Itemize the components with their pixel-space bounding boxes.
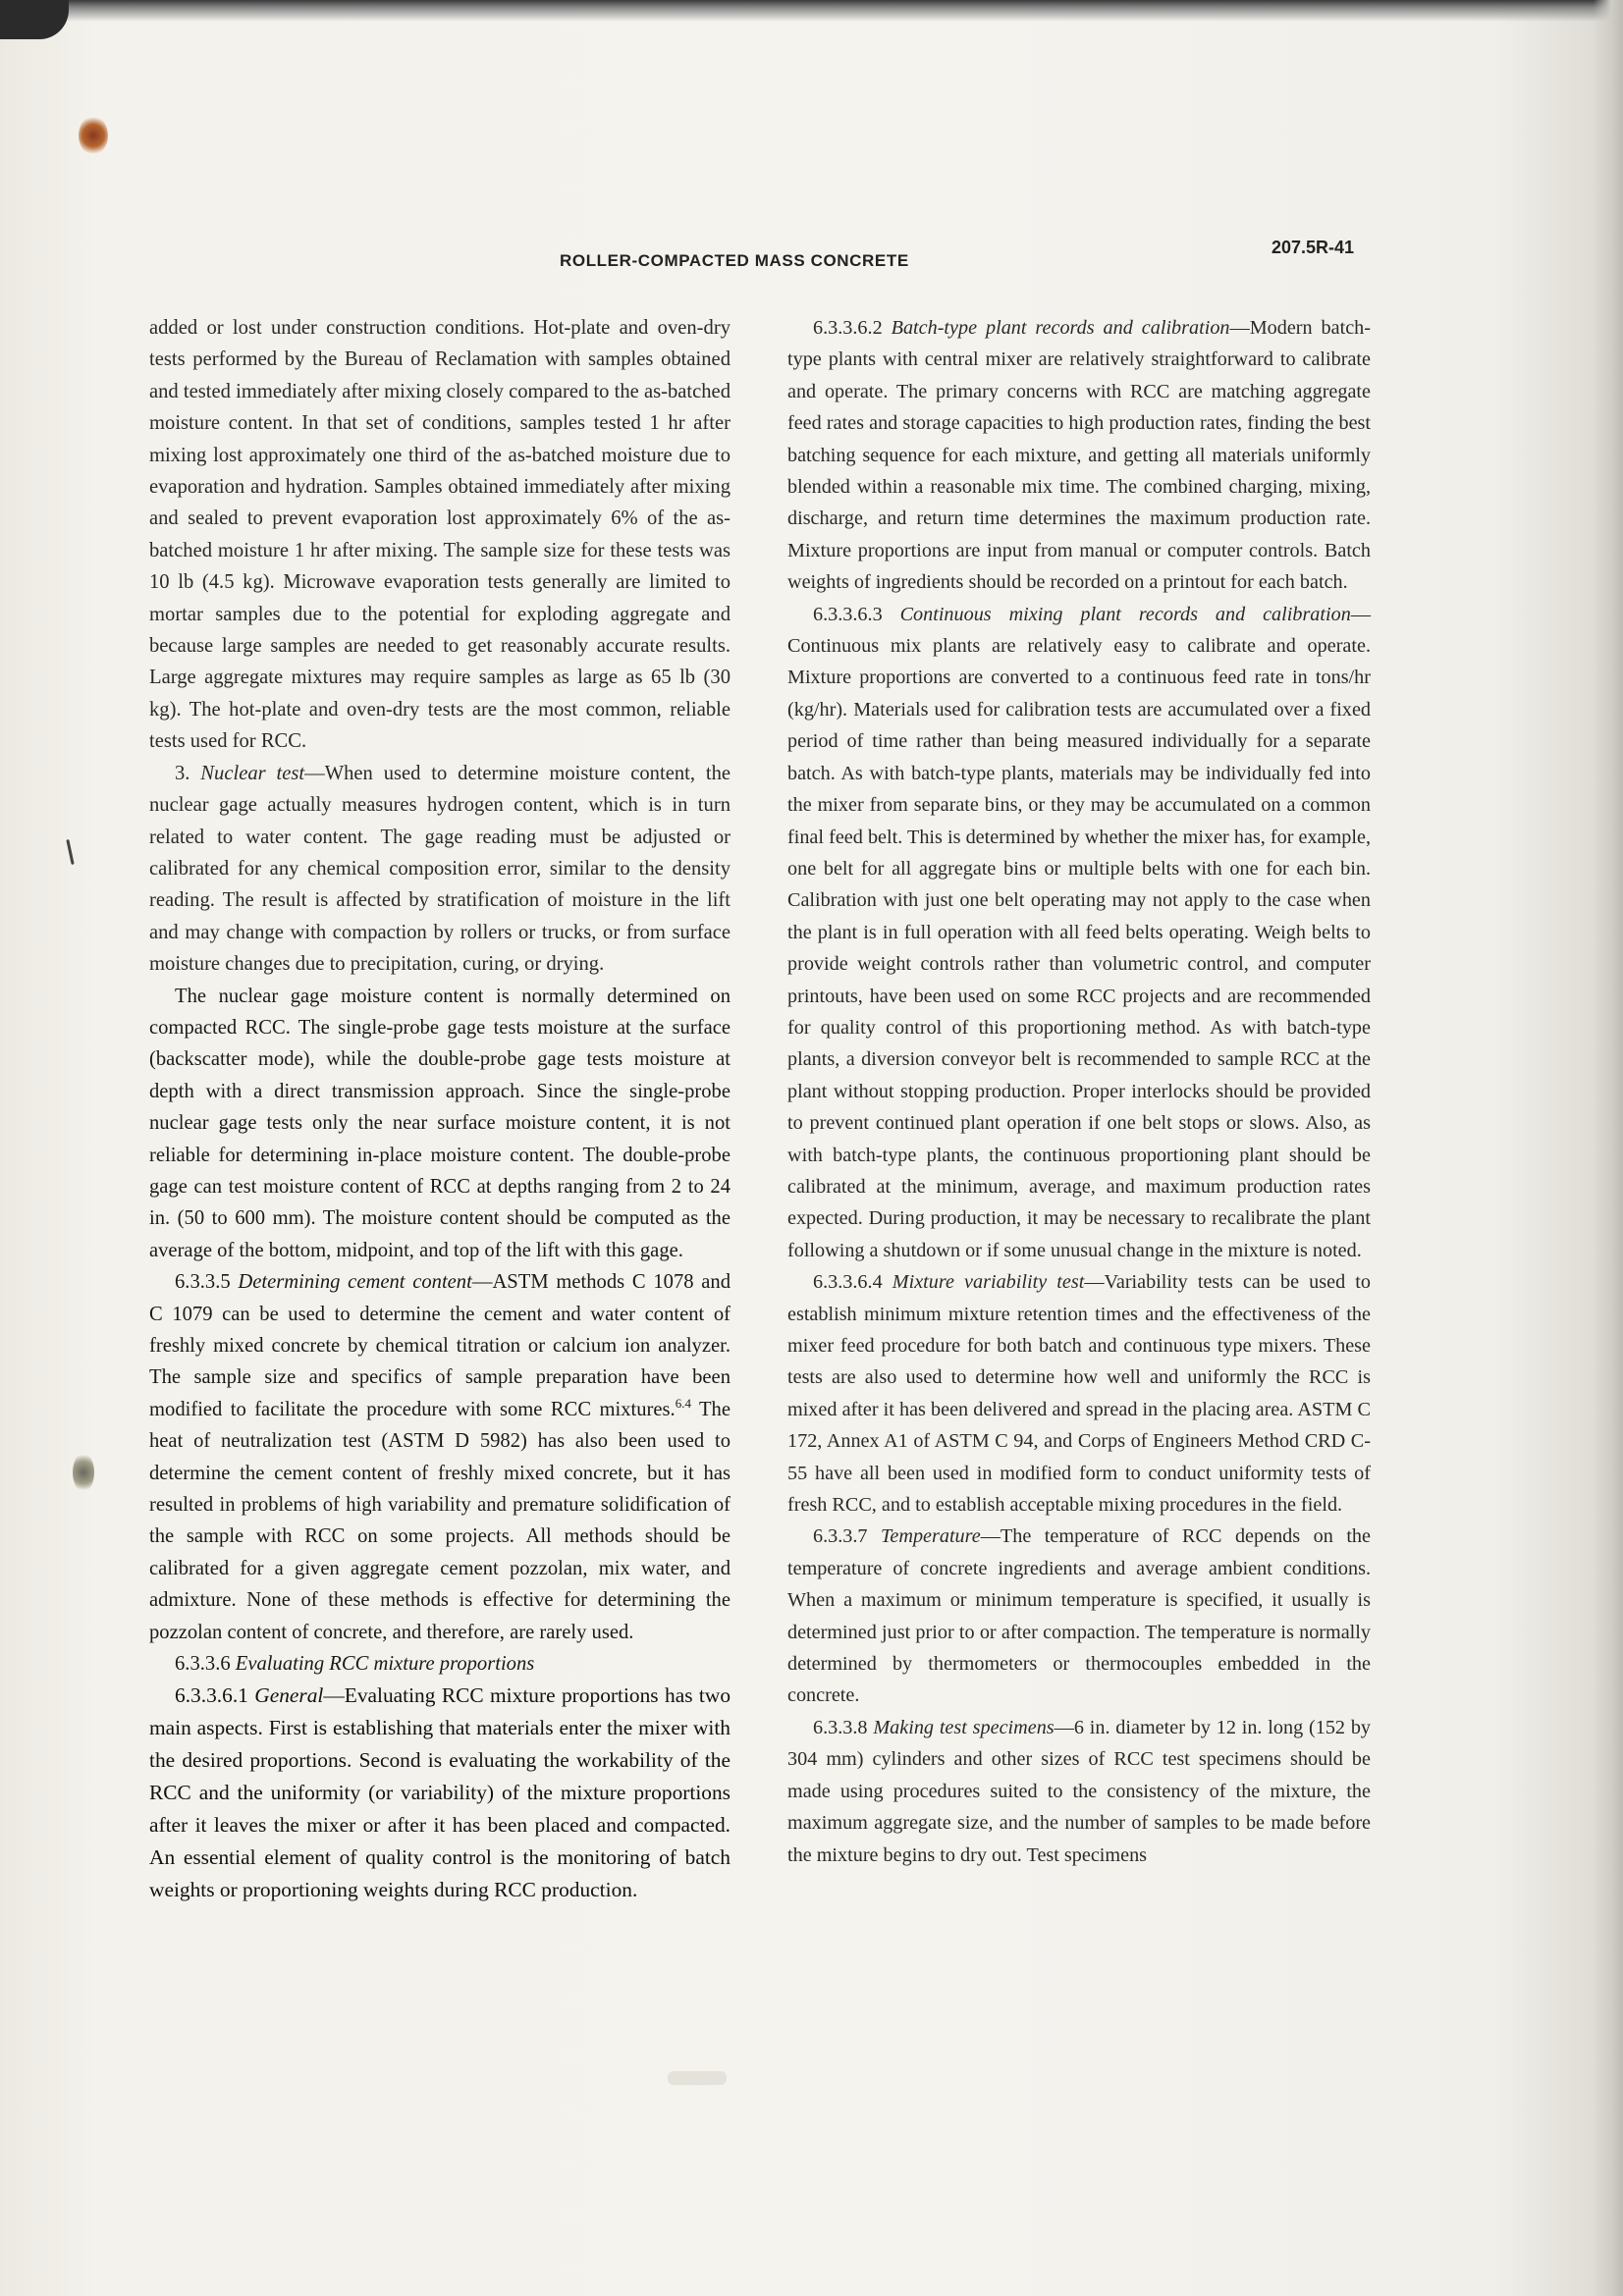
section-heading: Continuous mixing plant records and calibration: [899, 603, 1351, 625]
section-heading: Temperature: [881, 1525, 981, 1548]
section-heading: Batch-type plant records and calibration: [891, 317, 1230, 339]
paragraph-nuclear-test: [149, 758, 730, 981]
section-6-3-3-6-1: [149, 1680, 730, 1906]
page-stain: [79, 116, 108, 155]
running-title: ROLLER-COMPACTED MASS CONCRETE: [560, 251, 909, 270]
section-6-3-3-6-2: [787, 312, 1371, 599]
section-6-3-3-7: [787, 1521, 1371, 1711]
paragraph-body: —Evaluating RCC mixture proportions has two main aspects. First is establishing that materials enter the mixer with the desired proportions. Second is evaluating the workability of the RCC and the uniformity (or variability) of the mixture proportions after it leaves the mixer or after it has been placed and compacted. An essential element of quality control is the monitoring of batch weights or proportioning weights during RCC production.: [149, 1683, 731, 1902]
paragraph-body: —When used to determine moisture content, the nuclear gage actually measures hydrogen content, which is in turn related to water content. The gage reading must be adjusted or calibrated for any chemical composition error, similar to the density reading. The result is affected by stratification of moisture in the lift and may change with compaction by rollers or trucks, or from surface moisture changes due to precipitation, curing, or drying.: [149, 762, 731, 976]
paragraph-body: The heat of neutralization test (ASTM D 5982) has also been used to determine the cement content of freshly mixed concrete, but it has resulted in problems of high variability and premature solidification of the sample with RCC on some projects. All methods should be calibrated for a given aggregate cement pozzolan, mix water, and admixture. None of these methods is effective for determining the pozzolan content of concrete, and therefore, are rarely used.: [149, 1398, 730, 1643]
page-smudge: [668, 2071, 727, 2085]
section-number: 6.3.3.7: [813, 1525, 882, 1548]
section-heading: Evaluating RCC mixture proportions: [235, 1653, 535, 1676]
paragraph-body: —ASTM methods C 1078 and C 1079 can be used to determine the cement and water content of freshly mixed concrete by chemical titration or calcium ion analyzer. The sample size and specifics of sample preparation have been modified to facilitate the procedure with some RCC mixtures.: [149, 1271, 730, 1420]
section-number: 6.3.3.6.4: [813, 1271, 893, 1294]
section-heading: Mixture variability test: [892, 1271, 1085, 1294]
section-number: 6.3.3.6.3: [813, 603, 900, 625]
section-heading: Making test specimens: [873, 1716, 1055, 1738]
run-in-heading: Nuclear test: [200, 762, 305, 784]
section-6-3-3-8: [787, 1712, 1371, 1871]
paragraph-body: —Variability tests can be used to establish minimum mixture retention times and the effectiveness of the mixer feed procedure for both batch and continuous type mixers. These tests are also used to determine how well and uniformly the RCC is mixed after it has been delivered and spread in the placing area. ASTM C 172, Annex A1 of ASTM C 94, and Corps of Engineers Method CRD C-55 have all been used in modified form to conduct uniformity tests of fresh RCC, and to establish acceptable mixing procedures in the field.: [787, 1271, 1371, 1517]
reference-superscript: 6.4: [675, 1395, 691, 1411]
section-heading: General: [254, 1683, 324, 1708]
page-stain: [73, 1453, 94, 1492]
paragraph-body: —Modern batch-type plants with central mixer are relatively straightforward to calibrate and operate. The primary concerns with RCC are matching aggregate feed rates and storage capacities to high production rates, finding the best batching sequence for each mixture, and getting all materials uniformly blended within a reasonable mix time. The combined charging, mixing, discharge, and return time determines the maximum production rate. Mixture proportions are input from manual or computer controls. Batch weights of ingredients should be recorded on a printout for each batch.: [787, 317, 1372, 594]
section-6-3-3-6-4: [787, 1266, 1371, 1521]
section-number: 6.3.3.8: [813, 1716, 874, 1738]
paragraph-body: —6 in. diameter by 12 in. long (152 by 304 mm) cylinders and other sizes of RCC test specimens should be made using procedures suited to the consistency of the mixture, the maximum aggregate size, and the number of samples to be made before the mixture begins to dry out. Test specimens: [787, 1716, 1372, 1866]
section-number: 6.3.3.6.1: [175, 1683, 255, 1708]
scan-right-edge: [1594, 0, 1623, 2296]
paragraph-body: —Continuous mix plants are relatively easy to calibrate and operate. Mixture proportions are converted to a continuous feed rate in tons/hr (kg/hr). Materials used for calibration tests are accumulated over a fixed period of time rather than being measured individually for a separate batch. As with batch-type plants, materials may be individually fed into the mixer from separate bins, or they may be accumulated on a common final feed belt. This is determined by whether the mixer has, for example, one belt for all aggregate bins or multiple belts with one for each bin. Calibration with just one belt operating may not apply to the case when the plant is in full operation with all feed belts operating. Weigh belts to provide weight controls rather than volumetric control, and computer printouts, have been used on some RCC projects and are recommended for quality control of this proportioning method. As with batch-type plants, a diversion conveyor belt is recommended to sample RCC at the plant without stopping production. Proper interlocks should be provided to prevent continued plant operation if one belt stops or slows. Also, as with batch-type plants, the continuous proportioning plant should be calibrated at the minimum, average, and maximum production rates expected. During production, it may be necessary to recalibrate the plant following a shutdown or if some unusual change in the mixture is noted.: [787, 603, 1371, 1261]
section-number: 6.3.3.5: [175, 1271, 239, 1294]
section-6-3-3-6: [149, 1648, 730, 1680]
page-number: 207.5R-41: [1271, 238, 1355, 257]
section-6-3-3-5: [149, 1266, 730, 1648]
scan-top-shadow: [0, 0, 1623, 22]
paragraph-nuclear-gage: The nuclear gage moisture content is normally determined on compacted RCC. The single-probe gage tests moisture at the surface (backscatter mode), while the double-probe gage tests moisture at depth with a direct transmission approach. Since the single-probe nuclear gage tests only the near surface moisture content, it is not reliable for determining in-place moisture content. The double-probe gage can test moisture content of RCC at depths ranging from 2 to 24 in. (50 to 600 mm). The moisture content should be computed as the average of the bottom, midpoint, and top of the lift with this gage.: [149, 985, 730, 1261]
section-number: 6.3.3.6: [175, 1653, 236, 1676]
right-column: [787, 312, 1371, 1871]
section-number: 6.3.3.6.2: [813, 317, 892, 339]
section-heading: Determining cement content: [238, 1271, 472, 1294]
left-column: [149, 312, 730, 1906]
paragraph-body: —The temperature of RCC depends on the temperature of concrete ingredients and average ambient conditions. When a maximum or minimum temperature is specified, it usually is determined just prior to or after compaction. The temperature is normally determined by thermometers or thermocouples embedded in the concrete.: [787, 1525, 1371, 1707]
list-number: 3.: [175, 762, 201, 784]
paragraph-moisture-tests: added or lost under construction conditions. Hot-plate and oven-dry tests performed by the Bureau of Reclamation with samples obtained and tested immediately after mixing closely compared to the as-batched moisture content. In that set of conditions, samples tested 1 hr after mixing lost approximately one third of the as-batched moisture due to evaporation and hydration. Samples obtained immediately after mixing and sealed to prevent evaporation lost approximately 6% of the as-batched moisture 1 hr after mixing. The sample size for these tests was 10 lb (4.5 kg). Microwave evaporation tests generally are limited to mortar samples due to the potential for exploding aggregate and because large samples are needed to get reasonably accurate results. Large aggregate mixtures may require samples as large as 65 lb (30 kg). The hot-plate and oven-dry tests are the most common, reliable tests used for RCC.: [149, 317, 730, 753]
section-6-3-3-6-3: [787, 599, 1371, 1267]
